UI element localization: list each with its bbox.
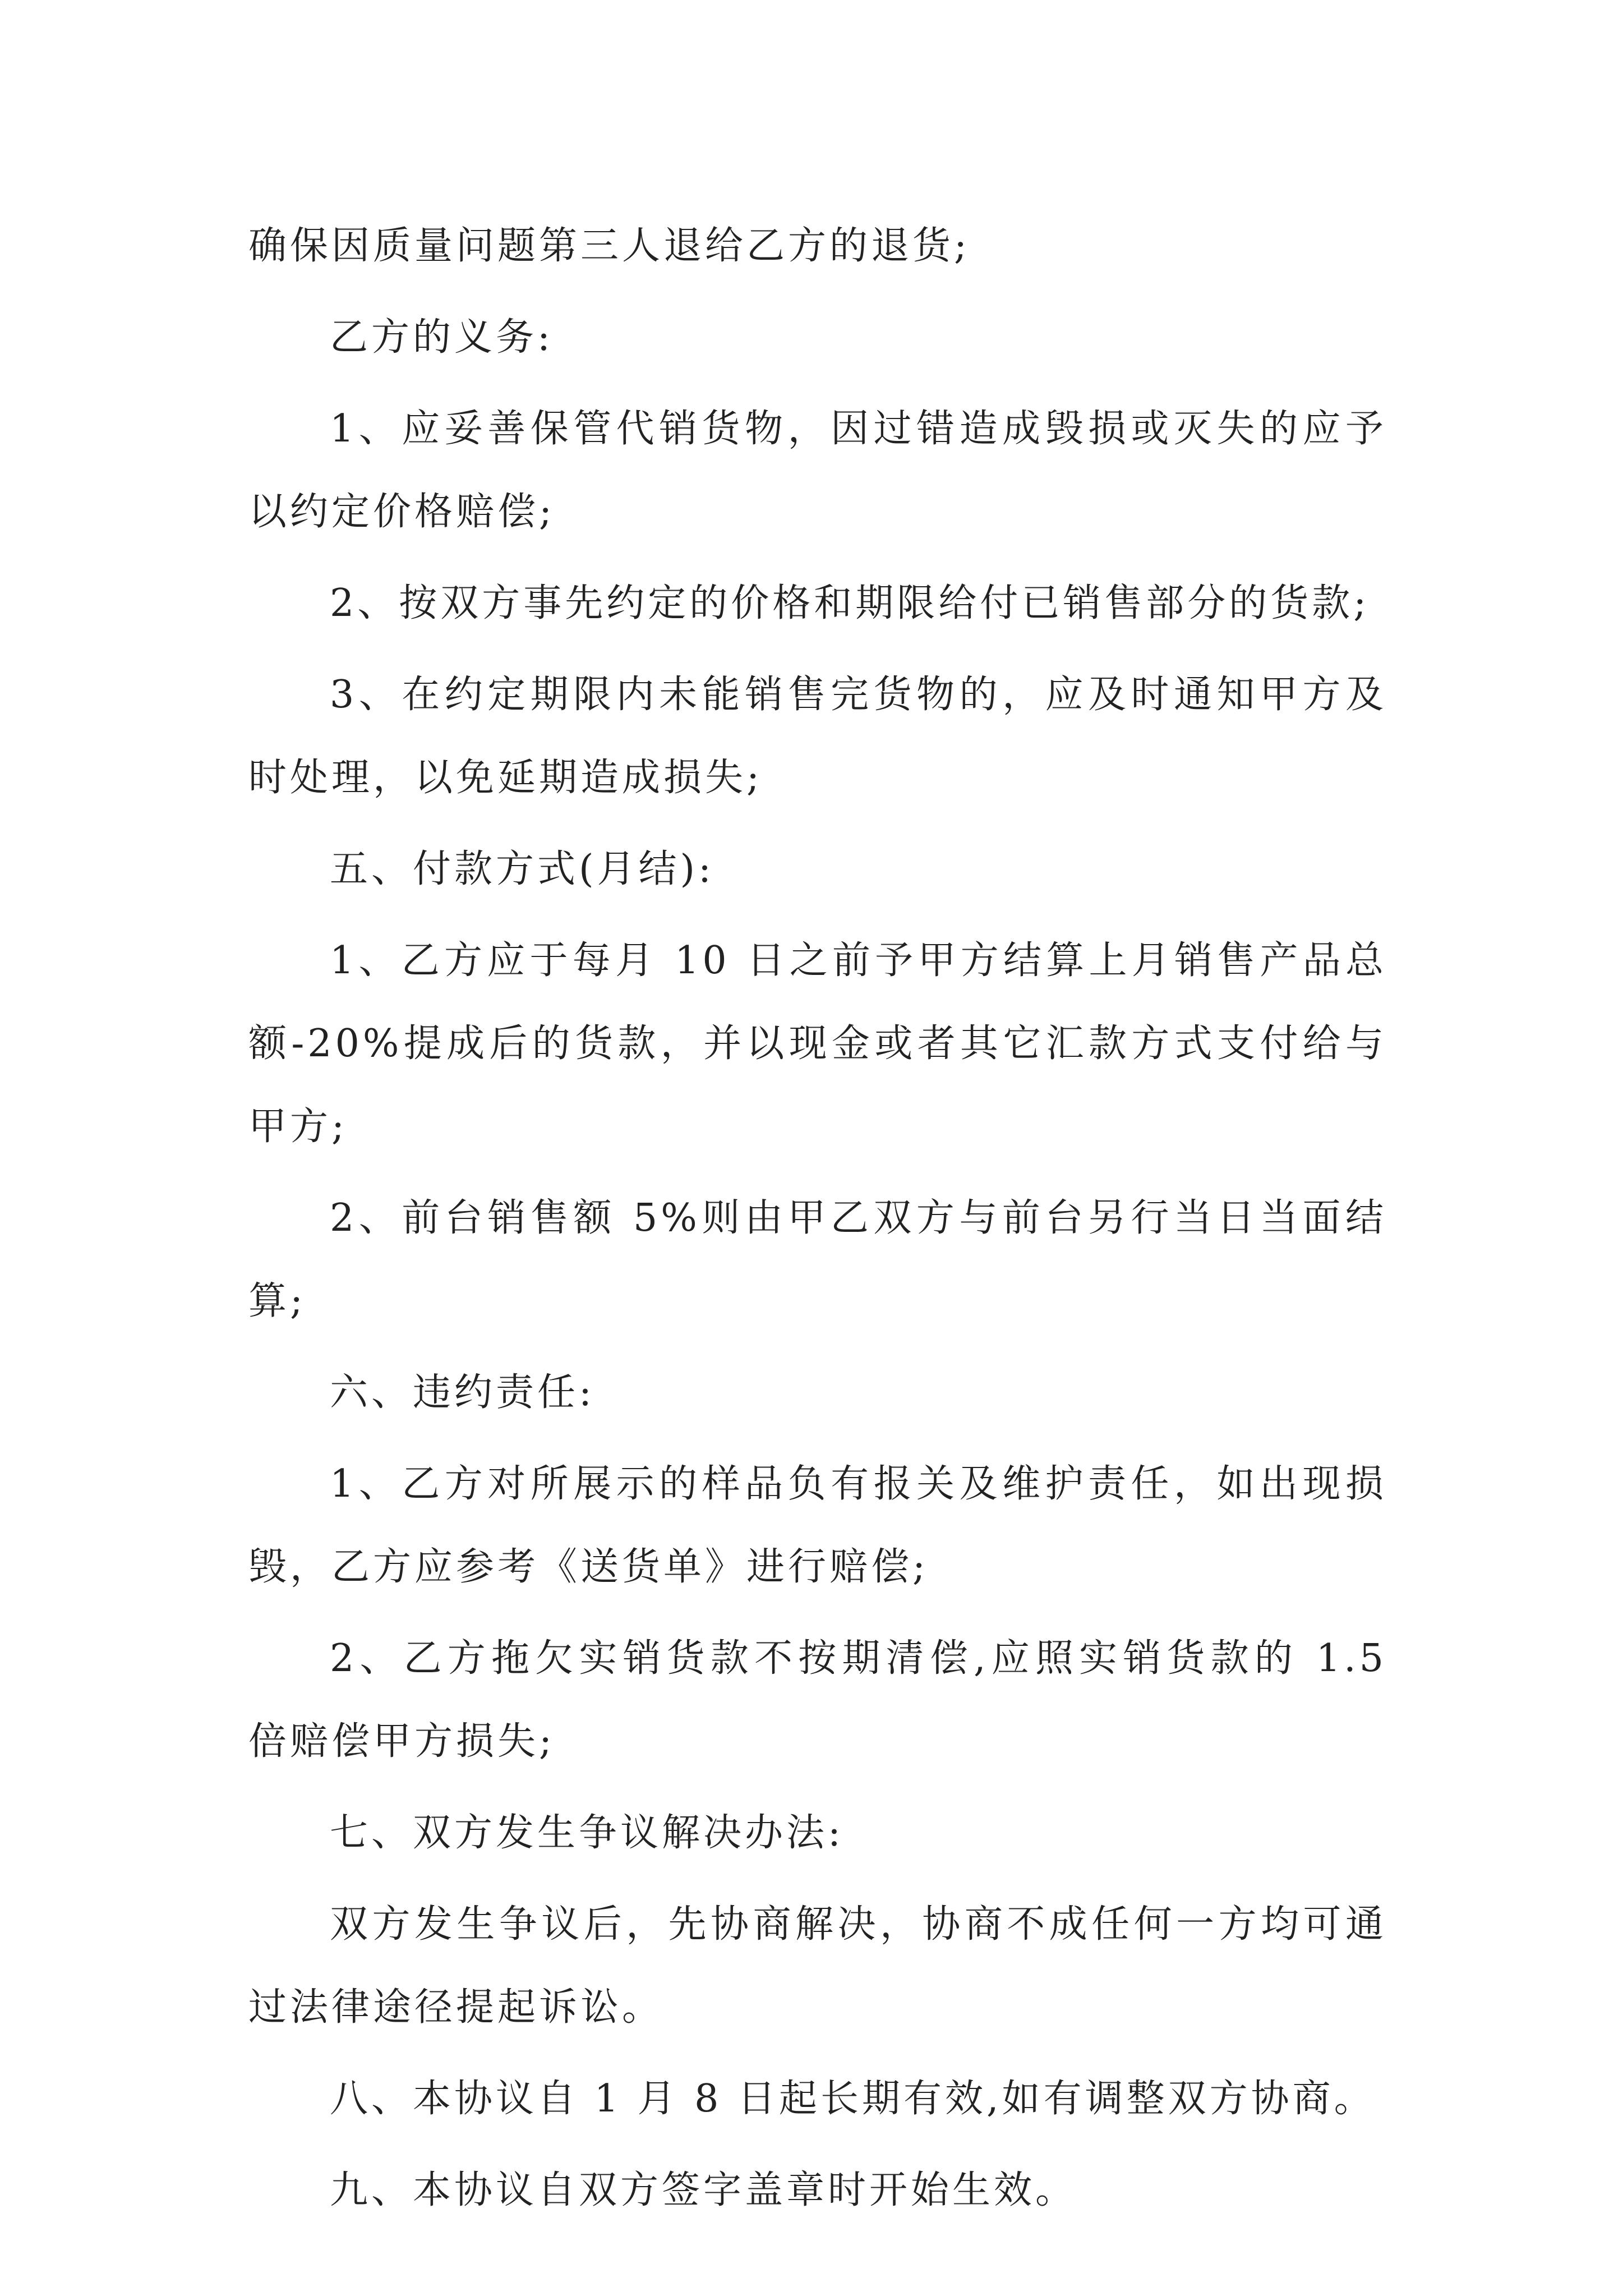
paragraph-obligation-2: 2、按双方事先约定的价格和期限给付已销售部分的货款; xyxy=(330,581,1370,625)
paragraph-obligation-3: 3、在约定期限内未能销售完货物的，应及时通知甲方及时处理，以免延期造成损失; xyxy=(248,673,1387,800)
paragraph-obligation-1: 1、应妥善保管代销货物，因过错造成毁损或灭失的应予以约定价格赔偿; xyxy=(248,407,1387,534)
heading-payment-method: 五、付款方式(月结): xyxy=(330,847,714,891)
paragraph-liability-2: 2、乙方拖欠实销货款不按期清偿,应照实销货款的 1.5 倍赔偿甲方损失; xyxy=(248,1636,1387,1764)
paragraph-dispute: 双方发生争议后，先协商解决，协商不成任何一方均可通过法律途径提起诉讼。 xyxy=(248,1902,1387,2030)
paragraph-term: 八、本协议自 1 月 8 日起长期有效,如有调整双方协商。 xyxy=(330,2077,1376,2121)
paragraph-liability-1: 1、乙方对所展示的样品负有报关及维护责任，如出现损毁，乙方应参考《送货单》进行赔偿; xyxy=(248,1462,1387,1589)
heading-dispute-resolution: 七、双方发生争议解决办法: xyxy=(330,1811,844,1855)
heading-liability: 六、违约责任: xyxy=(330,1370,595,1415)
heading-party-b-obligations: 乙方的义务: xyxy=(330,315,554,360)
document-body xyxy=(248,205,1387,2240)
paragraph-payment-2: 2、前台销售额 5%则由甲乙双方与前台另行当日当面结算; xyxy=(248,1196,1387,1323)
paragraph-payment-1: 1、乙方应于每月 10 日之前予甲方结算上月销售产品总额-20%提成后的货款，并以现金或者其它汇款方式支付给与甲方; xyxy=(248,938,1387,1149)
paragraph-return-goods: 确保因质量问题第三人退给乙方的退货; xyxy=(248,224,970,268)
paragraph-effective: 九、本协议自双方签字盖章时开始生效。 xyxy=(330,2168,1077,2212)
